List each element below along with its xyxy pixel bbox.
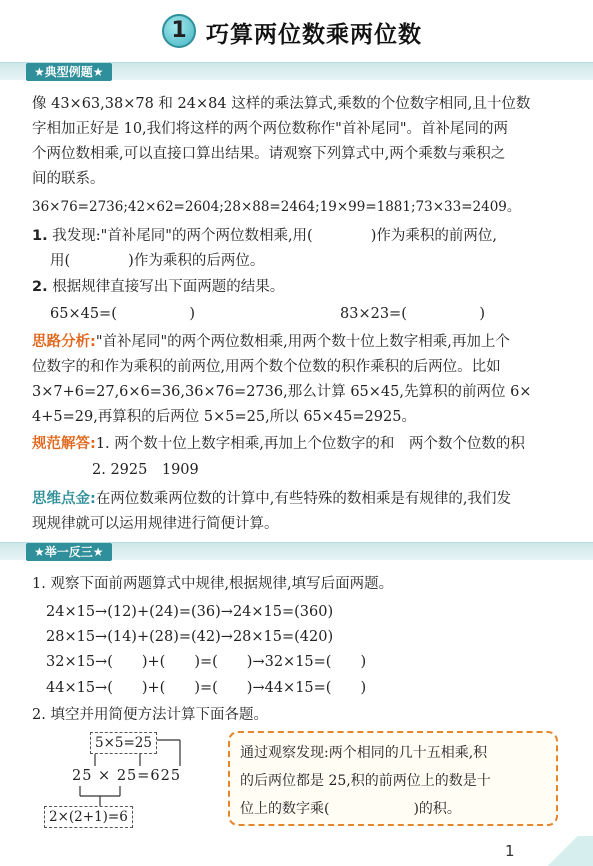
section-bar-example <box>0 62 593 80</box>
intro-line: 间的联系。 <box>32 171 105 187</box>
diagram-bottom-box: 2×(2+1)=6 <box>44 806 133 828</box>
analysis-label: 思路分析: <box>32 334 96 350</box>
diagram-middle: 25 × 25=625 <box>72 768 182 784</box>
practice-row: 44×15→( )+( )=( )→44×15=( ) <box>46 680 367 696</box>
note-line: 的后两位都是 25,积的前两位上的数是十 <box>240 773 491 789</box>
page-header <box>0 10 593 50</box>
note-line: 通过观察发现:两个相同的几十五相乘,积 <box>240 745 488 761</box>
practice-row: 32×15→( )+( )=( )→32×15=( ) <box>46 654 367 670</box>
analysis-line: 位数字的和作为乘积的前两位,用两个数个位数的积作乘积的后两位。比如 <box>32 359 501 375</box>
page-corner-decoration <box>533 836 593 866</box>
practice-question-2: 2. 填空并用简便方法计算下面各题。 <box>32 707 268 723</box>
question-2a: 65×45=( ) <box>50 306 196 322</box>
analysis-line-1: 思路分析:"首补尾同"的两个两位数相乘,用两个数十位上数字相乘,再加上个 <box>32 334 510 350</box>
question-2: 2. 根据规律直接写出下面两题的结果。 <box>32 279 285 295</box>
section-label-practice: ★举一反三★ <box>26 543 112 561</box>
practice-row: 28×15→(14)+(28)=(42)→28×15=(420) <box>46 629 334 645</box>
diagram-top-box: 5×5=25 <box>90 732 157 754</box>
practice-row: 24×15→(12)+(24)=(36)→24×15=(360) <box>46 604 334 620</box>
example-equations: 36×76=2736;42×62=2604;28×88=2464;19×99=1881;73×33=2409。 <box>32 199 521 215</box>
thinking-line-2: 现规律就可以运用规律进行简便计算。 <box>32 516 279 532</box>
intro-line: 像 43×63,38×78 和 24×84 这样的乘法算式,乘数的个位数字相同,且十位数 <box>32 96 531 112</box>
section-bar-practice <box>0 542 593 560</box>
analysis-line: 3×7+6=27,6×6=36,36×76=2736,那么计算 65×45,先算积的前两位 6× <box>32 384 532 400</box>
intro-line: 个两位数相乘,可以直接口算出结果。请观察下列算式中,两个乘数与乘积之 <box>32 146 506 162</box>
practice-question-1: 1. 观察下面前两题算式中规律,根据规律,填写后面两题。 <box>32 576 394 592</box>
thinking-line-1: 思维点金:在两位数乘两位数的计算中,有些特殊的数相乘是有规律的,我们发 <box>32 491 512 507</box>
question-2b: 83×23=( ) <box>340 306 486 322</box>
thinking-label: 思维点金: <box>32 491 96 507</box>
answer-label: 规范解答: <box>32 436 96 452</box>
answer-line-1: 规范解答:1. 两个数十位上数字相乘,再加上个位数字的和 两个数个位数的积 <box>32 436 525 452</box>
question-1: 1. 我发现:"首补尾同"的两个两位数相乘,用( )作为乘积的前两位, <box>32 228 497 244</box>
section-label-example: ★典型例题★ <box>26 63 112 81</box>
question-1-cont: 用( )作为乘积的后两位。 <box>50 253 265 269</box>
note-line: 位上的数字乘( )的积。 <box>240 801 461 817</box>
intro-line: 字相加正好是 10,我们将这样的两个两位数称作"首补尾同"。首补尾同的两 <box>32 121 509 137</box>
page-number: 1 <box>505 842 515 860</box>
multiplication-diagram <box>40 730 230 830</box>
page-title: 巧算两位数乘两位数 <box>206 22 422 48</box>
lesson-number-badge: 1 <box>162 14 196 48</box>
answer-line-2: 2. 2925 1909 <box>92 462 199 478</box>
observation-note <box>228 731 558 826</box>
analysis-line: 4+5=29,再算积的后两位 5×5=25,所以 65×45=2925。 <box>32 409 416 425</box>
